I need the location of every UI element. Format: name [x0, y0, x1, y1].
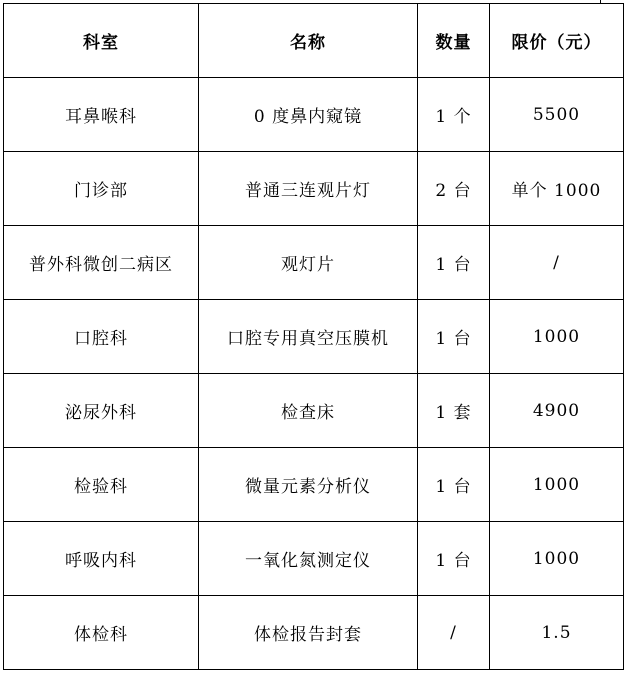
cell-department: 检验科	[4, 448, 199, 522]
header-item-name: 名称	[199, 4, 418, 78]
cell-price-limit: 单个 1000	[490, 152, 624, 226]
cell-quantity: 1 台	[418, 522, 490, 596]
header-price-limit: 限价（元）	[490, 4, 624, 78]
table-row	[4, 374, 624, 448]
cell-price-limit: 1000	[490, 300, 624, 374]
cell-quantity: 2 台	[418, 152, 490, 226]
table-row	[4, 300, 624, 374]
cell-item-name: 口腔专用真空压膜机	[199, 300, 418, 374]
cell-item-name: 0 度鼻内窥镜	[199, 78, 418, 152]
cell-item-name: 普通三连观片灯	[199, 152, 418, 226]
cell-department: 门诊部	[4, 152, 199, 226]
cell-item-name: 观灯片	[199, 226, 418, 300]
table-row	[4, 78, 624, 152]
table-row	[4, 448, 624, 522]
cell-quantity: /	[418, 596, 490, 670]
cell-quantity: 1 个	[418, 78, 490, 152]
cell-price-limit: /	[490, 226, 624, 300]
cell-price-limit: 1000	[490, 522, 624, 596]
cell-quantity: 1 台	[418, 226, 490, 300]
cell-item-name: 检查床	[199, 374, 418, 448]
cell-department: 呼吸内科	[4, 522, 199, 596]
cell-item-name: 一氧化氮测定仪	[199, 522, 418, 596]
cell-price-limit: 1.5	[490, 596, 624, 670]
table-row	[4, 596, 624, 670]
cell-department: 普外科微创二病区	[4, 226, 199, 300]
cell-quantity: 1 台	[418, 448, 490, 522]
cell-price-limit: 5500	[490, 78, 624, 152]
cell-department: 泌尿外科	[4, 374, 199, 448]
header-quantity: 数量	[418, 4, 490, 78]
cell-item-name: 微量元素分析仪	[199, 448, 418, 522]
cell-department: 耳鼻喉科	[4, 78, 199, 152]
header-department: 科室	[4, 4, 199, 78]
table-row	[4, 226, 624, 300]
cell-price-limit: 1000	[490, 448, 624, 522]
cell-item-name: 体检报告封套	[199, 596, 418, 670]
table-row	[4, 522, 624, 596]
cell-price-limit: 4900	[490, 374, 624, 448]
table-row	[4, 152, 624, 226]
cell-quantity: 1 套	[418, 374, 490, 448]
cell-department: 口腔科	[4, 300, 199, 374]
cell-quantity: 1 台	[418, 300, 490, 374]
table-header-row	[4, 4, 624, 78]
price-limit-table	[3, 3, 624, 670]
cell-department: 体检科	[4, 596, 199, 670]
